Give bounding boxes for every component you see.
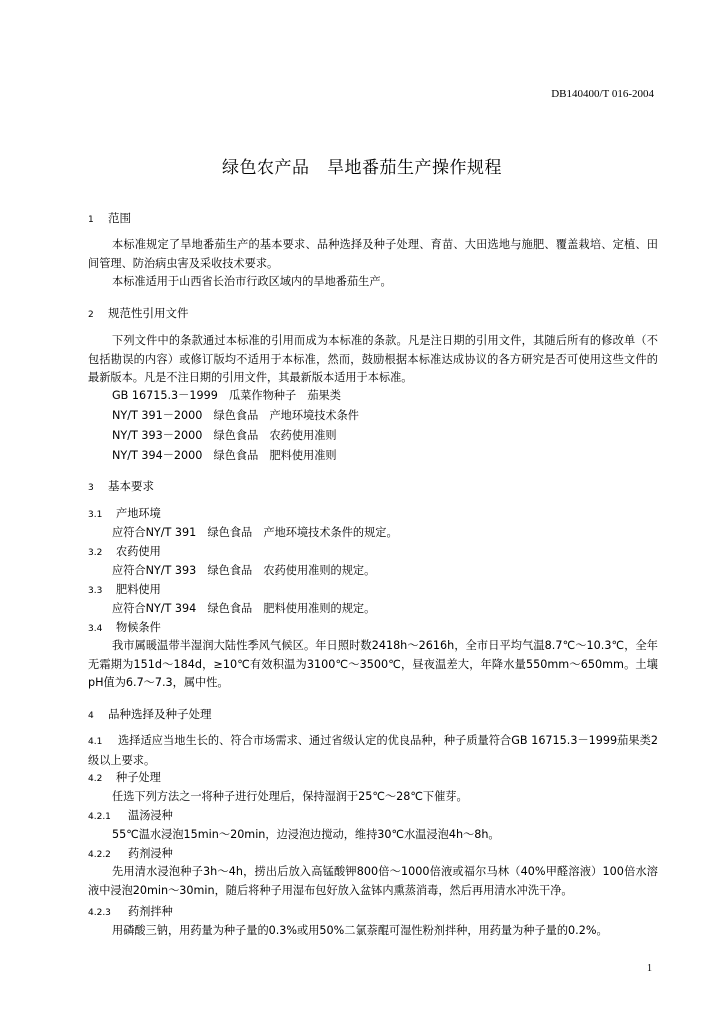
clause-heading (88, 903, 173, 922)
section-title: 规范性引用文件 (108, 306, 189, 320)
subsection-number: 4.2 (88, 774, 103, 784)
subsection-heading (88, 505, 161, 524)
clause-title: 药剂拌种 (128, 905, 173, 918)
section-number: 1 (88, 215, 94, 225)
subsection-heading (88, 581, 161, 600)
subsection-text: 应符合NY/T 393 绿色食品 农药使用准则的规定。 (112, 564, 376, 577)
subsection-text: 任选下列方法之一将种子进行处理后，保持湿润于25℃～28℃下催芽。 (112, 790, 468, 803)
subsection-number: 3.1 (88, 510, 103, 520)
reference-item: GB 16715.3－1999 瓜菜作物种子 茄果类 (112, 389, 341, 402)
section-number: 4 (88, 711, 94, 721)
subsection-title: 农药使用 (116, 545, 161, 558)
clause-number: 4.2.1 (88, 812, 111, 822)
subsection-paragraph (88, 732, 658, 770)
section-number: 2 (88, 310, 94, 320)
section-number: 3 (88, 483, 94, 493)
clause-text: 用磷酸三钠，用药量为种子量的0.3%或用50%二氯萘醌可湿性粉剂拌种，用药量为种子量的0.2%。 (112, 924, 608, 937)
subsection-number: 3.3 (88, 586, 103, 596)
subsection-number: 4.1 (88, 737, 103, 747)
clause-number: 4.2.2 (88, 850, 111, 860)
section-4-heading (88, 706, 212, 722)
subsection-text: 选择适应当地生长的、符合市场需求、通过省级认定的优良品种，种子质量符合GB 16715.3－1999茄果类2级以上要求。 (88, 734, 658, 767)
subsection-title: 肥料使用 (116, 583, 161, 596)
clause-heading (88, 845, 173, 864)
subsection-text: 应符合NY/T 391 绿色食品 产地环境技术条件的规定。 (112, 526, 398, 539)
section-title: 品种选择及种子处理 (108, 707, 212, 721)
section-1-heading (88, 210, 131, 226)
section-2-heading (88, 305, 189, 321)
section-3-heading (88, 478, 154, 494)
subsection-heading (88, 543, 161, 562)
section-1-paragraph: 本标准适用于山西省长治市行政区域内的旱地番茄生产。 (112, 275, 392, 288)
clause-paragraph: 先用清水浸泡种子3h～4h，捞出后放入高锰酸钾800倍～1000倍液或福尔马林（40%甲醛溶液）100倍水溶液中浸泡20min～30min，随后将种子用湿布包好放入盆钵内熏蒸消毒，然后再用清水冲洗干净。 (88, 865, 658, 897)
clause-heading (88, 807, 173, 826)
section-title: 基本要求 (108, 479, 154, 493)
standard-code: DB140400/T 016-2004 (551, 88, 654, 100)
reference-item: NY/T 391－2000 绿色食品 产地环境技术条件 (112, 409, 359, 422)
subsection-paragraph: 我市属暖温带半湿润大陆性季风气候区。年日照时数2418h～2616h，全市日平均气温8.7℃～10.3℃，全年无霜期为151d～184d，≥10℃有效积温为3100℃～3500℃，昼夜温差大，年降水量550mm～650mm。土壤pH值为6.7～7.3，属中性。 (88, 639, 658, 689)
reference-item: NY/T 393－2000 绿色食品 农药使用准则 (112, 429, 337, 442)
subsection-title: 物候条件 (116, 621, 161, 634)
clause-title: 药剂浸种 (128, 847, 173, 860)
subsection-number: 3.4 (88, 624, 103, 634)
clause-title: 温汤浸种 (128, 809, 173, 822)
page-number: 1 (647, 963, 652, 974)
subsection-heading (88, 769, 161, 788)
clause-number: 4.2.3 (88, 908, 111, 918)
subsection-title: 产地环境 (116, 507, 161, 520)
subsection-text: 应符合NY/T 394 绿色食品 肥料使用准则的规定。 (112, 602, 376, 615)
subsection-number: 3.2 (88, 548, 103, 558)
subsection-heading (88, 619, 161, 638)
subsection-title: 种子处理 (116, 771, 161, 784)
reference-item: NY/T 394－2000 绿色食品 肥料使用准则 (112, 449, 337, 462)
section-title: 范围 (108, 211, 131, 225)
document-title: 绿色农产品 旱地番茄生产操作规程 (222, 158, 502, 178)
section-1-paragraph: 本标准规定了旱地番茄生产的基本要求、品种选择及种子处理、育苗、大田选地与施肥、覆盖栽培、定植、田间管理、防治病虫害及采收技术要求。 (88, 238, 658, 270)
clause-text: 55℃温水浸泡15min～20min，边浸泡边搅动，维持30℃水温浸泡4h～8h。 (112, 828, 500, 841)
section-2-paragraph: 下列文件中的条款通过本标准的引用而成为本标准的条款。凡是注日期的引用文件，其随后所有的修改单（不包括勘误的内容）或修订版均不适用于本标准，然而，鼓励根据本标准达成协议的各方研究是否可使用这些文件的最新版本。凡是不注日期的引用文件，其最新版本适用于本标准。 (88, 334, 658, 384)
